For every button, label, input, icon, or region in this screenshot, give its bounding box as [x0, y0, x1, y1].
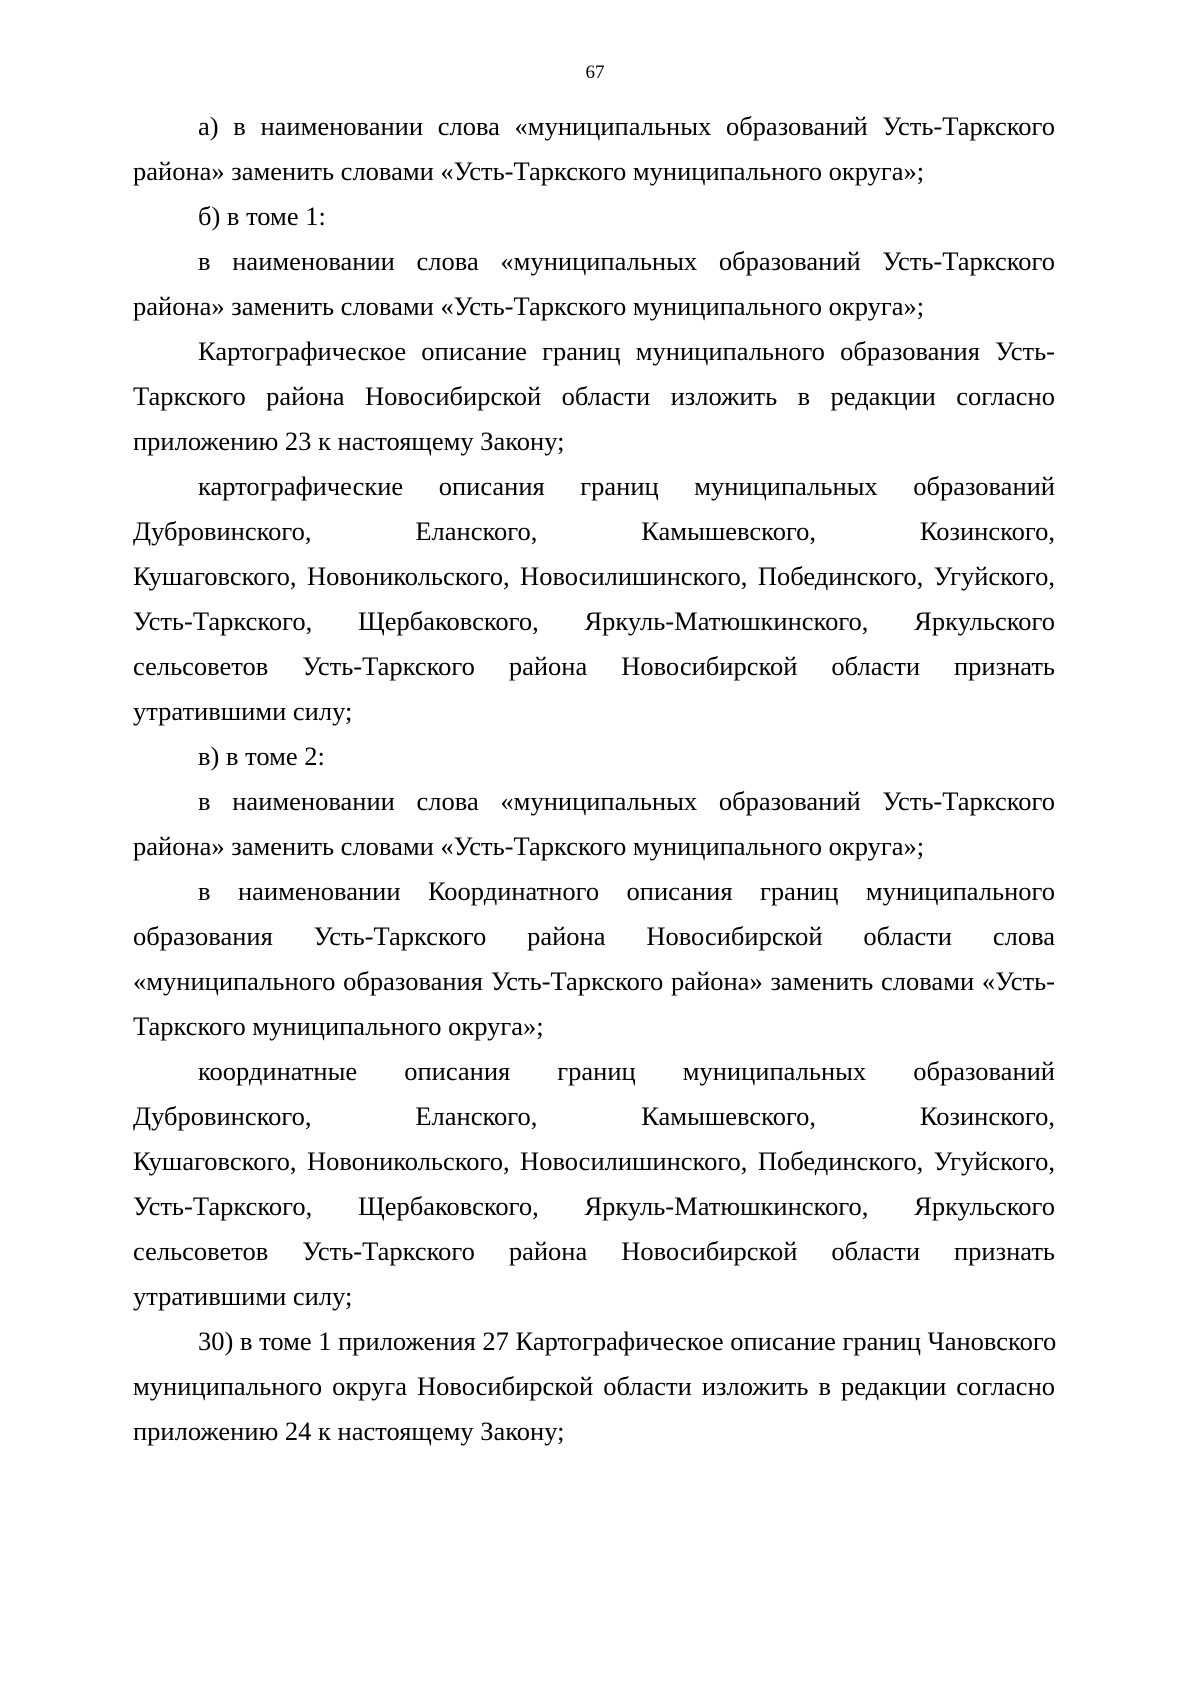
text-line: муниципального округа Новосибирской области изложить в редакции согласно	[133, 1371, 1055, 1401]
text-line: Дубровинского, Еланского, Камышевского, Козинского,	[133, 1101, 1055, 1131]
text-line: приложению 23 к настоящему Закону;	[133, 426, 565, 456]
paragraph	[133, 464, 1055, 734]
paragraph	[133, 1319, 1055, 1454]
text-line: в) в томе 2:	[198, 741, 325, 771]
paragraph	[133, 194, 1055, 239]
text-line: а) в наименовании слова «муниципальных образований Усть-Таркского	[198, 111, 1055, 141]
text-line: Дубровинского, Еланского, Камышевского, Козинского,	[133, 516, 1055, 546]
text-line: Таркского муниципального округа»;	[133, 1011, 544, 1041]
paragraph	[133, 779, 1055, 869]
text-line: района» заменить словами «Усть-Таркского муниципального округа»;	[133, 291, 925, 321]
text-line: Таркского района Новосибирской области изложить в редакции согласно	[133, 381, 1055, 411]
text-line: картографические описания границ муниципальных образований	[198, 471, 1055, 501]
text-line: координатные описания границ муниципальных образований	[198, 1056, 1055, 1086]
text-line: Кушаговского, Новоникольского, Новосилишинского, Побединского, Угуйского,	[133, 561, 1055, 591]
text-line: утратившими силу;	[133, 1281, 353, 1311]
text-line: «муниципального образования Усть-Таркского района» заменить словами «Усть-	[133, 966, 1055, 996]
text-line: образования Усть-Таркского района Новосибирской области слова	[133, 921, 1055, 951]
text-line: приложению 24 к настоящему Закону;	[133, 1416, 565, 1446]
text-line: района» заменить словами «Усть-Таркского муниципального округа»;	[133, 156, 925, 186]
document-body	[133, 104, 1055, 1454]
paragraph	[133, 329, 1055, 464]
paragraph	[133, 869, 1055, 1049]
paragraph	[133, 104, 1055, 194]
paragraph	[133, 239, 1055, 329]
text-line: Усть-Таркского, Щербаковского, Яркуль-Матюшкинского, Яркульского	[133, 1191, 1055, 1221]
text-line: Кушаговского, Новоникольского, Новосилишинского, Побединского, Угуйского,	[133, 1146, 1055, 1176]
text-line: 30) в томе 1 приложения 27 Картографическое описание границ Чановского	[198, 1326, 1057, 1356]
text-line: района» заменить словами «Усть-Таркского муниципального округа»;	[133, 831, 925, 861]
paragraph	[133, 734, 1055, 779]
text-line: в наименовании Координатного описания границ муниципального	[198, 876, 1055, 906]
paragraph	[133, 1049, 1055, 1319]
page-number: 67	[585, 62, 605, 83]
text-line: Картографическое описание границ муниципального образования Усть-	[198, 336, 1055, 366]
text-line: сельсоветов Усть-Таркского района Новосибирской области признать	[133, 1236, 1055, 1266]
text-line: сельсоветов Усть-Таркского района Новосибирской области признать	[133, 651, 1055, 681]
text-line: Усть-Таркского, Щербаковского, Яркуль-Матюшкинского, Яркульского	[133, 606, 1055, 636]
text-line: б) в томе 1:	[198, 201, 326, 231]
text-line: утратившими силу;	[133, 696, 353, 726]
text-line: в наименовании слова «муниципальных образований Усть-Таркского	[198, 786, 1055, 816]
text-line: в наименовании слова «муниципальных образований Усть-Таркского	[198, 246, 1055, 276]
